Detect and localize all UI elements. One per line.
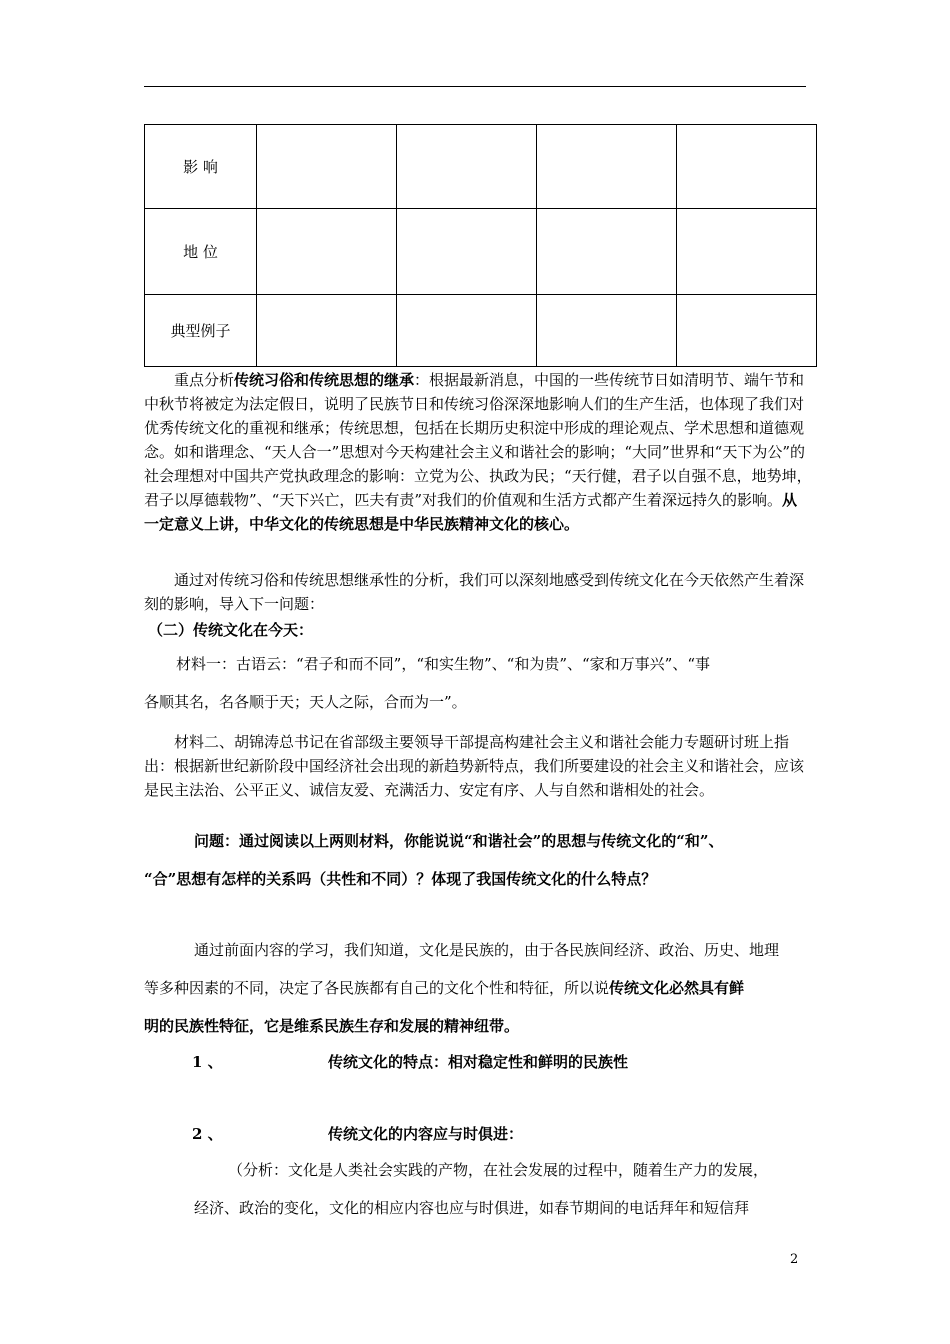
material-two: 材料二、胡锦涛总书记在省部级主要领导干部提高构建社会主义和谐社会能力专题研讨班上指出：根据新世纪新阶段中国经济社会出现的新趋势新特点，我们所要建设的社会主义和谐社会，应该是民主法治、公平正义、诚信友爱、充满活力、安定有序、人与自然和谐相处的社会。 — [144, 733, 805, 799]
row-label-examples: 典型例子 — [145, 295, 257, 367]
paragraph-body: ：根据最新消息，中国的一些传统节日如清明节、端午节和中秋节将被定为法定假日，说明了民族节日和传统习俗深深地影响人们的生产生活，也体现了我们对优秀传统文化的重视和继承；传统思想，包括在长期历史积淀中形成的理论观点、学术思想和道德观念。如和谐理念、“天人合一”思想对今天构建社会主义和谐社会的影响；“大同”世界和“天下为公”的社会理想对中国共产党执政理念的影响：立党为公、执政为民；“天行健，君子以自强不息，地势坤，君子以厚德载物”、“天下兴亡，匹夫有责”对我们的价值观和生活方式都产生着深远持久的影响。 — [144, 371, 812, 509]
table-cell — [397, 209, 537, 295]
analysis-line2-bold: 传统文化必然具有鲜 — [609, 979, 745, 997]
question-line2: “合”思想有怎样的关系吗（共性和不同）？体现了我国传统文化的什么特点？ — [144, 870, 657, 888]
table-row — [145, 125, 817, 209]
table-cell — [397, 295, 537, 367]
analysis-line2-plain: 等多种因素的不同，决定了各民族都有自己的文化个性和特征，所以说 — [144, 979, 610, 997]
list-item-number: 1 、 — [192, 1053, 223, 1071]
table-cell — [257, 295, 397, 367]
list-item-number: 2 、 — [192, 1125, 223, 1143]
header-rule — [144, 86, 806, 87]
section-heading: （二）传统文化在今天： — [148, 621, 314, 639]
analysis-line1: 通过前面内容的学习，我们知道，文化是民族的，由于各民族间经济、政治、历史、地理 — [194, 941, 780, 959]
list-item-text: 传统文化的特点：相对稳定性和鲜明的民族性 — [328, 1053, 629, 1071]
material-one-line1: 材料一：古语云：“君子和而不同”，“和实生物”、“和为贵”、“家和万事兴”、“事 — [176, 655, 711, 673]
material-one-line2: 各顺其名，名各顺于天；天人之际，合而为一”。 — [144, 693, 467, 711]
bold-term: 传统习俗和传统思想的继承 — [234, 371, 415, 389]
table-cell — [537, 125, 677, 209]
page-number: 2 — [790, 1252, 799, 1267]
question-line1: 问题：通过阅读以上两则材料，你能说说“和谐社会”的思想与传统文化的“和”、 — [194, 832, 724, 850]
paragraph-inheritance — [144, 368, 812, 536]
list-item-text: 传统文化的内容应与时俱进： — [328, 1125, 524, 1143]
analysis-line2 — [144, 976, 816, 1000]
table-cell — [257, 209, 397, 295]
analysis2-line1: （分析：文化是人类社会实践的产物，在社会发展的过程中，随着生产力的发展， — [228, 1161, 769, 1179]
paragraph-lead: 重点分析 — [174, 371, 235, 389]
comparison-table — [144, 124, 817, 367]
row-label-influence: 影 响 — [145, 125, 257, 209]
table-cell — [257, 125, 397, 209]
paragraph-transition: 通过对传统习俗和传统思想继承性的分析，我们可以深刻地感受到传统文化在今天依然产生着深刻的影响，导入下一问题： — [144, 571, 805, 613]
table-cell — [677, 295, 817, 367]
table-cell — [537, 209, 677, 295]
table-row — [145, 295, 817, 367]
analysis-line3: 明的民族性特征，它是维系民族生存和发展的精神纽带。 — [144, 1017, 520, 1035]
table-cell — [677, 125, 817, 209]
table-cell — [537, 295, 677, 367]
table-cell — [397, 125, 537, 209]
table-row — [145, 209, 817, 295]
table-cell — [677, 209, 817, 295]
bold-conclusion: 从一定意义上讲，中华文化的传统思想是中华民族精神文化的核心。 — [144, 491, 798, 533]
analysis2-line2: 经济、政治的变化，文化的相应内容也应与时俱进，如春节期间的电话拜年和短信拜 — [194, 1199, 750, 1217]
row-label-status: 地 位 — [145, 209, 257, 295]
